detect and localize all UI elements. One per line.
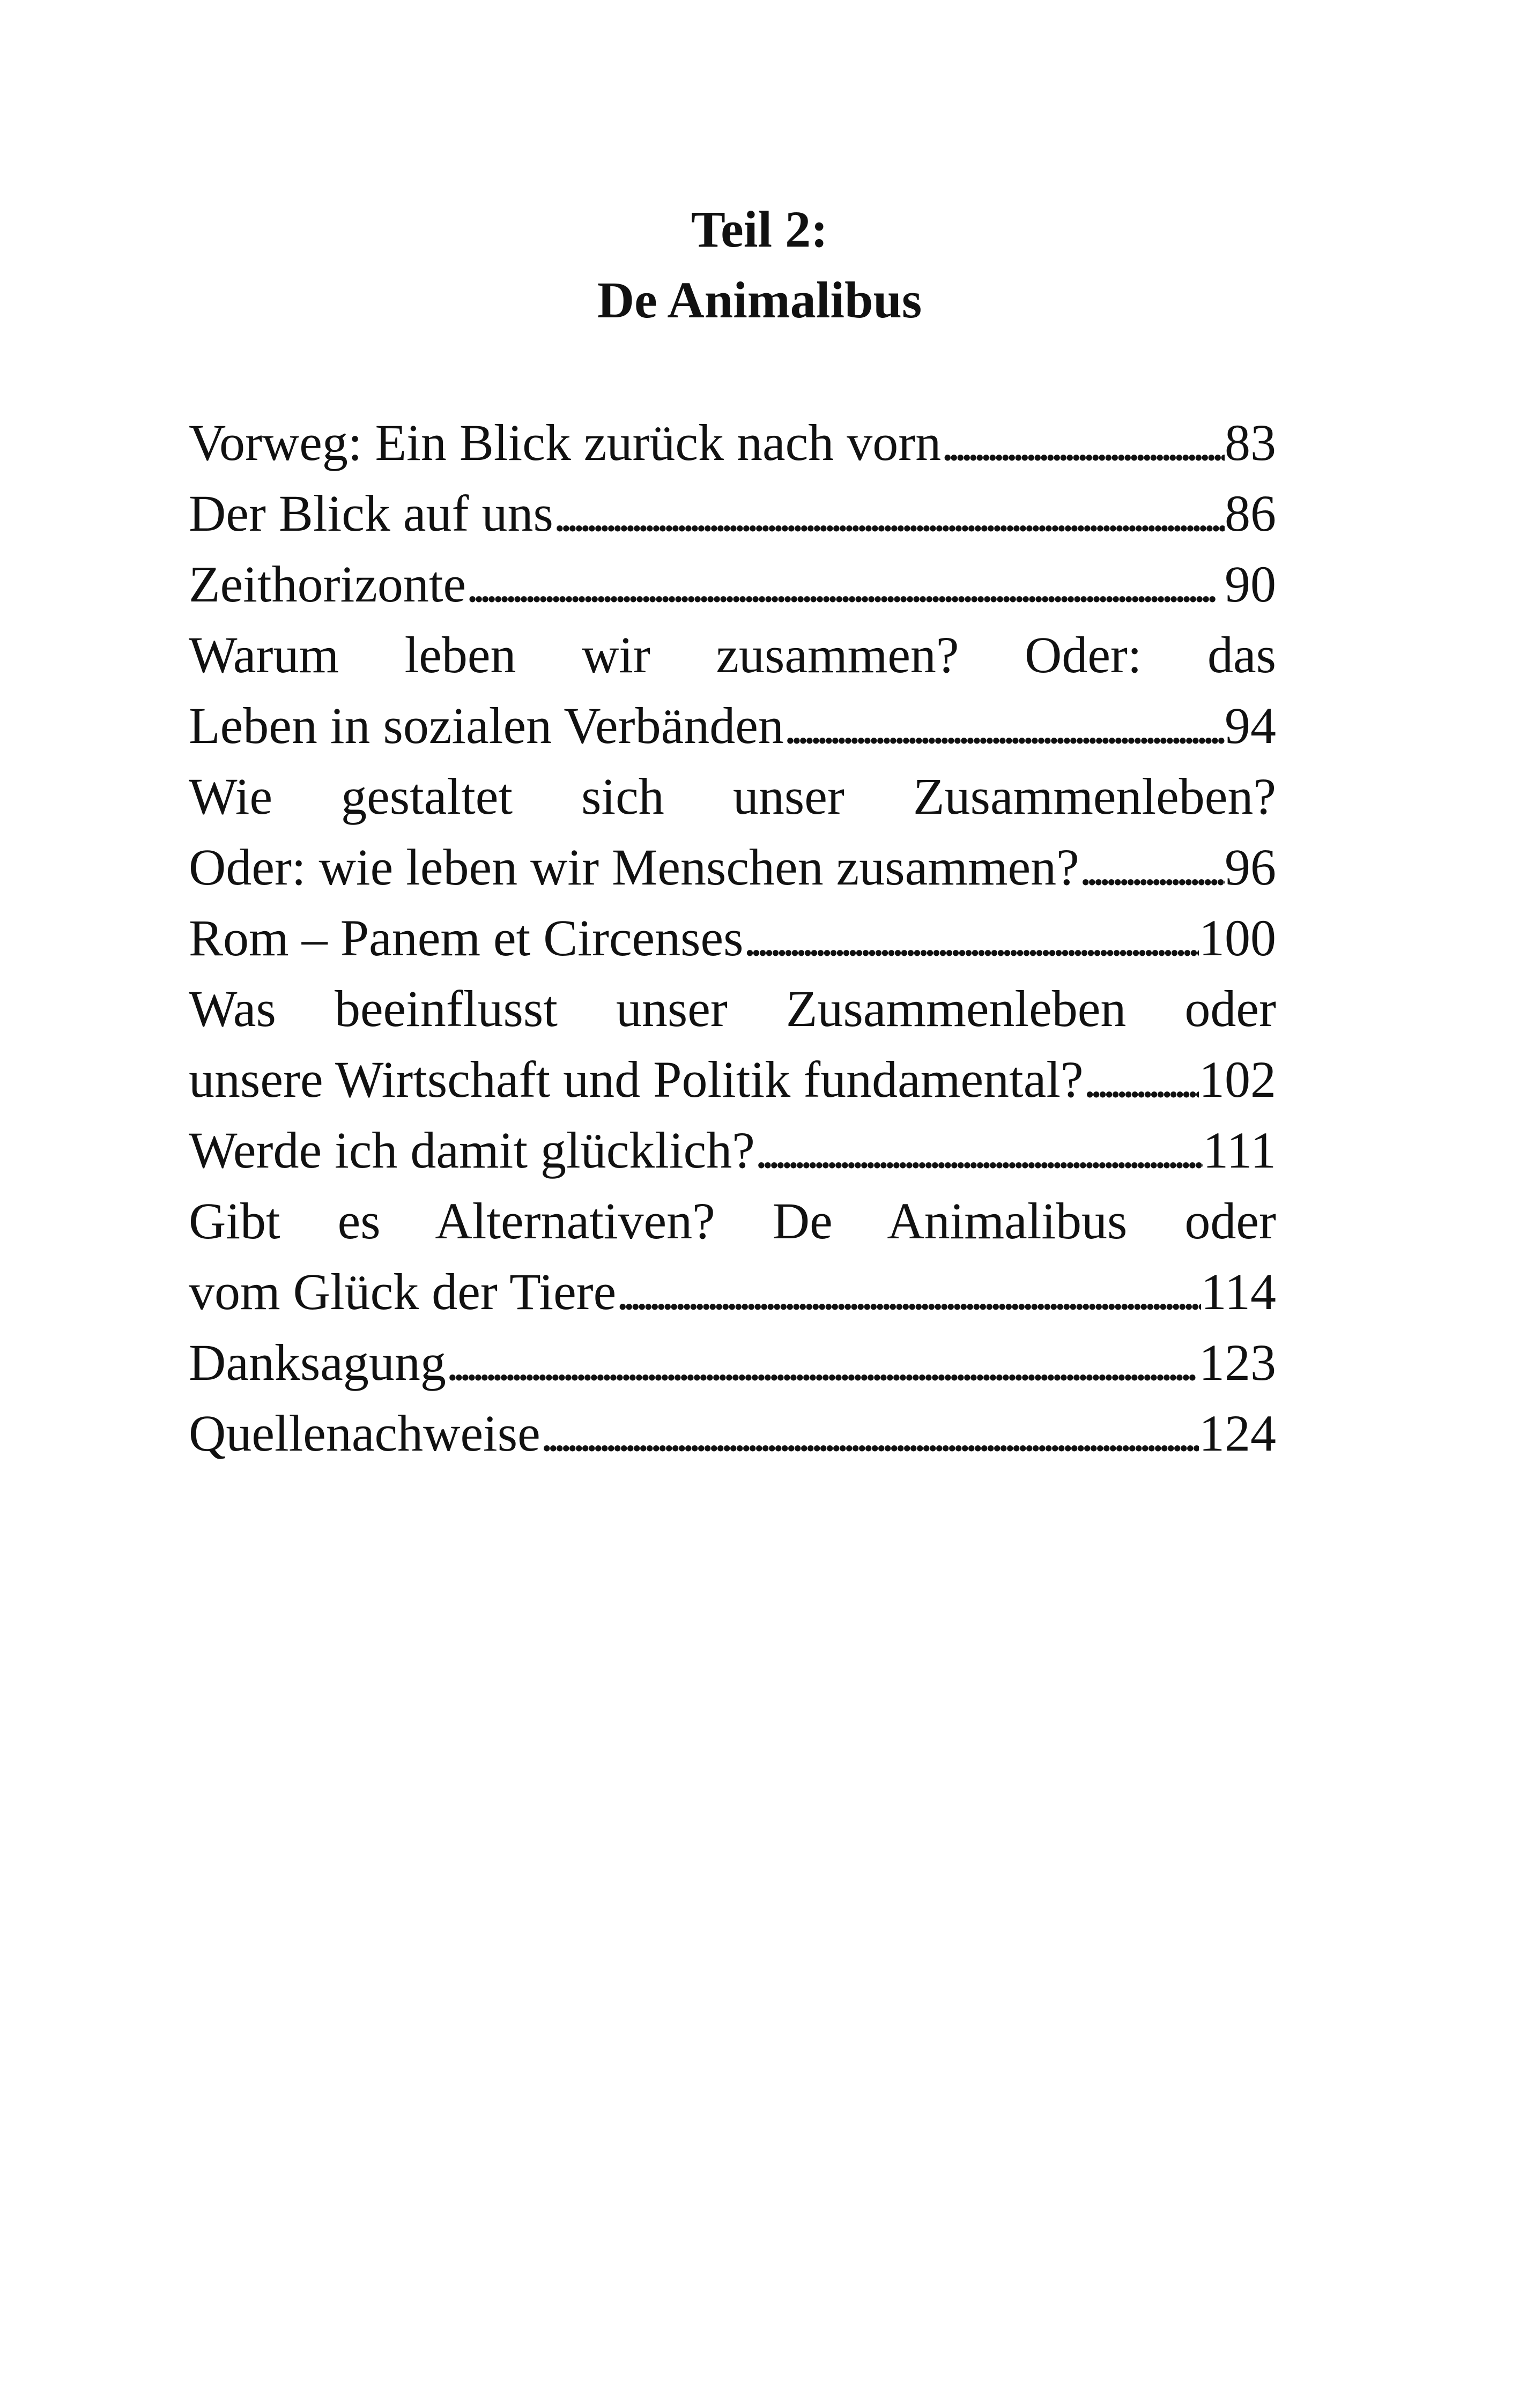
toc-entry-page: 86 [1225, 485, 1276, 542]
table-of-contents [189, 407, 1276, 1469]
part-title: De Animalibus [597, 271, 922, 329]
toc-entry[interactable] [189, 1398, 1276, 1469]
toc-entry[interactable] [189, 478, 1276, 549]
toc-entry[interactable] [189, 1115, 1276, 1186]
toc-entry[interactable] [189, 973, 1276, 1115]
dot-leader [553, 478, 1225, 549]
toc-entry-page: 83 [1225, 414, 1276, 471]
dot-leader [1084, 1044, 1199, 1115]
part-heading: Teil 2: [691, 200, 828, 258]
toc-entry-page: 102 [1199, 1051, 1276, 1108]
toc-entry-title-line: Gibt es Alternativen? De Animalibus oder [189, 1192, 1276, 1250]
toc-entry-title-line: Wie gestaltet sich unser Zusammenleben? [189, 768, 1276, 825]
dot-leader [941, 407, 1225, 478]
toc-entry-title: Werde ich damit glücklich? [189, 1121, 755, 1179]
toc-entry-title: Vorweg: Ein Blick zurück nach vorn [189, 414, 942, 471]
toc-entry-title: unsere Wirtschaft und Politik fundamental? [189, 1051, 1084, 1108]
toc-entry-page: 94 [1225, 697, 1276, 754]
toc-entry[interactable] [189, 903, 1276, 973]
toc-entry-page: 111 [1203, 1121, 1276, 1179]
toc-entry-page: 124 [1199, 1404, 1276, 1462]
toc-entry-title: Oder: wie leben wir Menschen zusammen? [189, 838, 1079, 896]
toc-entry[interactable] [189, 1327, 1276, 1398]
toc-entry-title: Leben in sozialen Verbänden [189, 697, 784, 754]
toc-entry-title: vom Glück der Tiere [189, 1263, 617, 1320]
toc-entry-page: 96 [1225, 838, 1276, 896]
dot-leader [446, 1327, 1199, 1398]
toc-entry-page: 123 [1199, 1334, 1276, 1391]
toc-entry-title: Danksagung [189, 1334, 446, 1391]
dot-leader [755, 1115, 1203, 1186]
dot-leader [784, 690, 1225, 761]
toc-entry-title-line: Was beeinflusst unser Zusammenleben oder [189, 980, 1276, 1037]
toc-entry[interactable] [189, 1186, 1276, 1327]
toc-entry-title: Zeithorizonte [189, 555, 466, 613]
toc-entry[interactable] [189, 620, 1276, 761]
toc-entry-title: Der Blick auf uns [189, 485, 553, 542]
toc-entry-title-line: Warum leben wir zusammen? Oder: das [189, 626, 1276, 683]
toc-entry-page: 114 [1201, 1263, 1276, 1320]
toc-entry-title: Rom – Panem et Circenses [189, 909, 744, 967]
toc-entry-title: Quellenachweise [189, 1404, 540, 1462]
toc-entry-page: 100 [1199, 909, 1276, 967]
dot-leader [1079, 832, 1225, 903]
toc-entry-page: 90 [1225, 555, 1276, 613]
dot-leader [466, 549, 1225, 620]
dot-leader [616, 1257, 1201, 1327]
dot-leader [540, 1398, 1199, 1469]
toc-entry[interactable] [189, 407, 1276, 478]
toc-entry[interactable] [189, 761, 1276, 903]
dot-leader [743, 903, 1199, 973]
toc-entry[interactable] [189, 549, 1276, 620]
